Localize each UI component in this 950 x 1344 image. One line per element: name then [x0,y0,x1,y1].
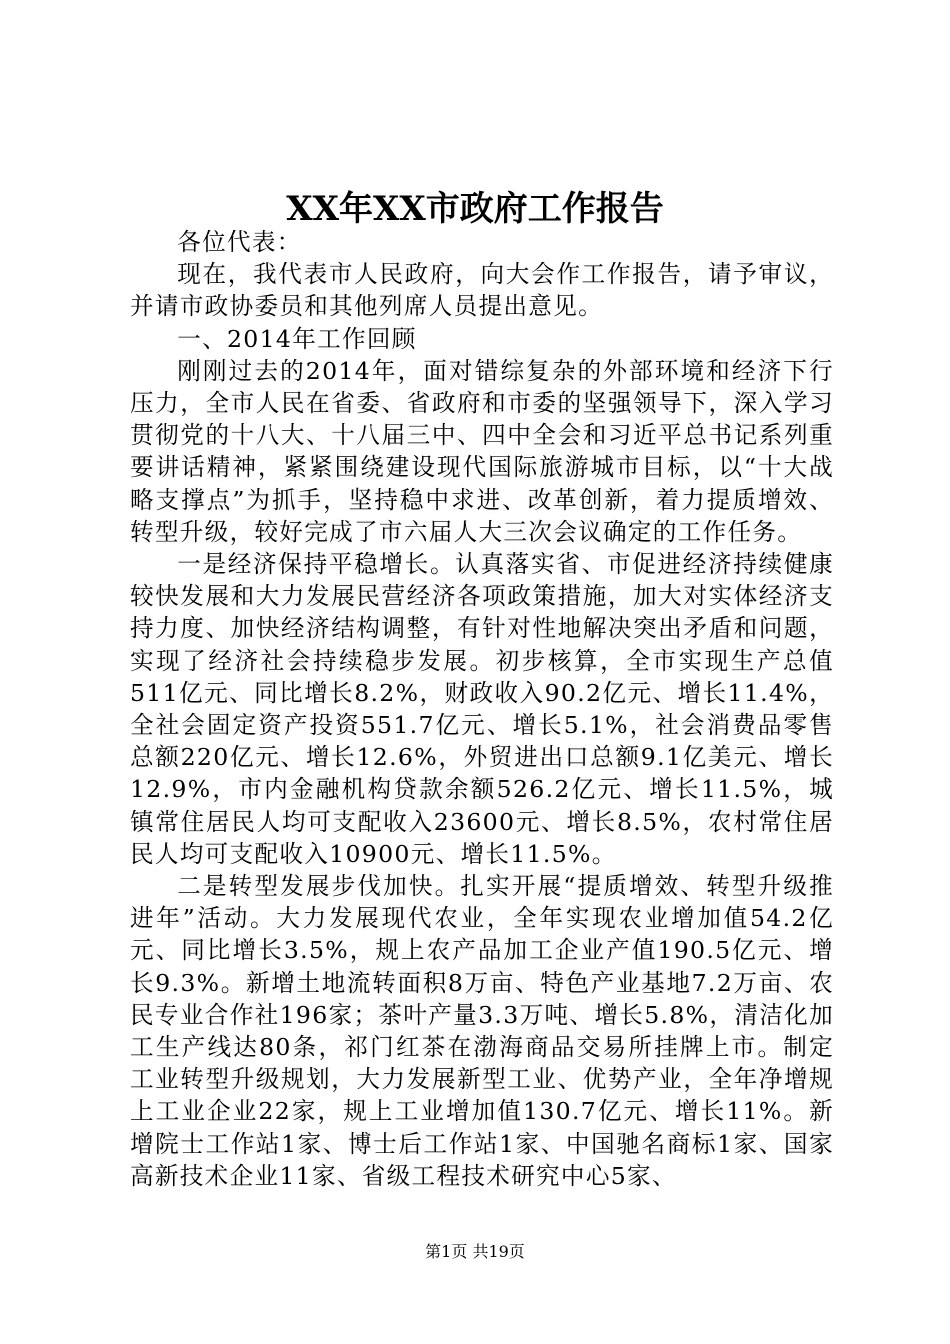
salutation-paragraph: 各位代表： [177,228,302,256]
section-heading: 一、2014年工作回顾 [177,324,417,353]
intro-paragraph: 现在，我代表市人民政府，向大会作工作报告，请予审议，并请市政协委员和其他列席人员提出意见。 [130,260,834,321]
document-title: XX年XX市政府工作报告 [286,189,664,229]
economy-paragraph: 一是经济保持平稳增长。认真落实省、市促进经济持续健康较快发展和大力发展民营经济各项政策措施，加大对实体经济支持力度、加快经济结构调整，有针对性地解决突出矛盾和问题，实现了经济社会持续稳步发展。初步核算，全市实现生产总值511亿元、同比增长8.2%，财政收入90.2亿元、增长11.4%，全社会固定资产投资551.7亿元、增长5.1%，社会消费品零售总额220亿元、增长12.6%，外贸进出口总额9.1亿美元、增长12.9%，市内金融机构贷款余额526.2亿元、增长11.5%，城镇常住居民人均可支配收入23600元、增长8.5%，农村常住居民人均可支配收入10900元、增长11.5%。 [130,550,834,868]
review-paragraph: 刚刚过去的2014年，面对错综复杂的外部环境和经济下行压力，全市人民在省委、省政府和市委的坚强领导下，深入学习贯彻党的十八大、十八届三中、四中全会和习近平总书记系列重要讲话精神，紧紧围绕建设现代国际旅游城市目标，以“十大战略支撑点”为抓手，坚持稳中求进、改革创新，着力提质增效、转型升级，较好完成了市六届人大三次会议确定的工作任务。 [130,356,834,546]
page-number-footer: 第1页 共19页 [425,1242,525,1261]
document-body [130,226,834,1192]
transformation-paragraph: 二是转型发展步伐加快。扎实开展“提质增效、转型升级推进年”活动。大力发展现代农业，全年实现农业增加值54.2亿元、同比增长3.5%，规上农产品加工企业产值190.5亿元、增长9.3%。新增土地流转面积8万亩、特色产业基地7.2万亩、农民专业合作社196家；茶叶产量3.3万吨、增长5.8%，清洁化加工生产线达80条，祁门红茶在渤海商品交易所挂牌上市。制定工业转型升级规划，大力发展新型工业、优势产业，全年净增规上工业企业22家，规上工业增加值130.7亿元、增长11%。新增院士工作站1家、博士后工作站1家、中国驰名商标1家、国家高新技术企业11家、省级工程技术研究中心5家、 [130,872,834,1190]
